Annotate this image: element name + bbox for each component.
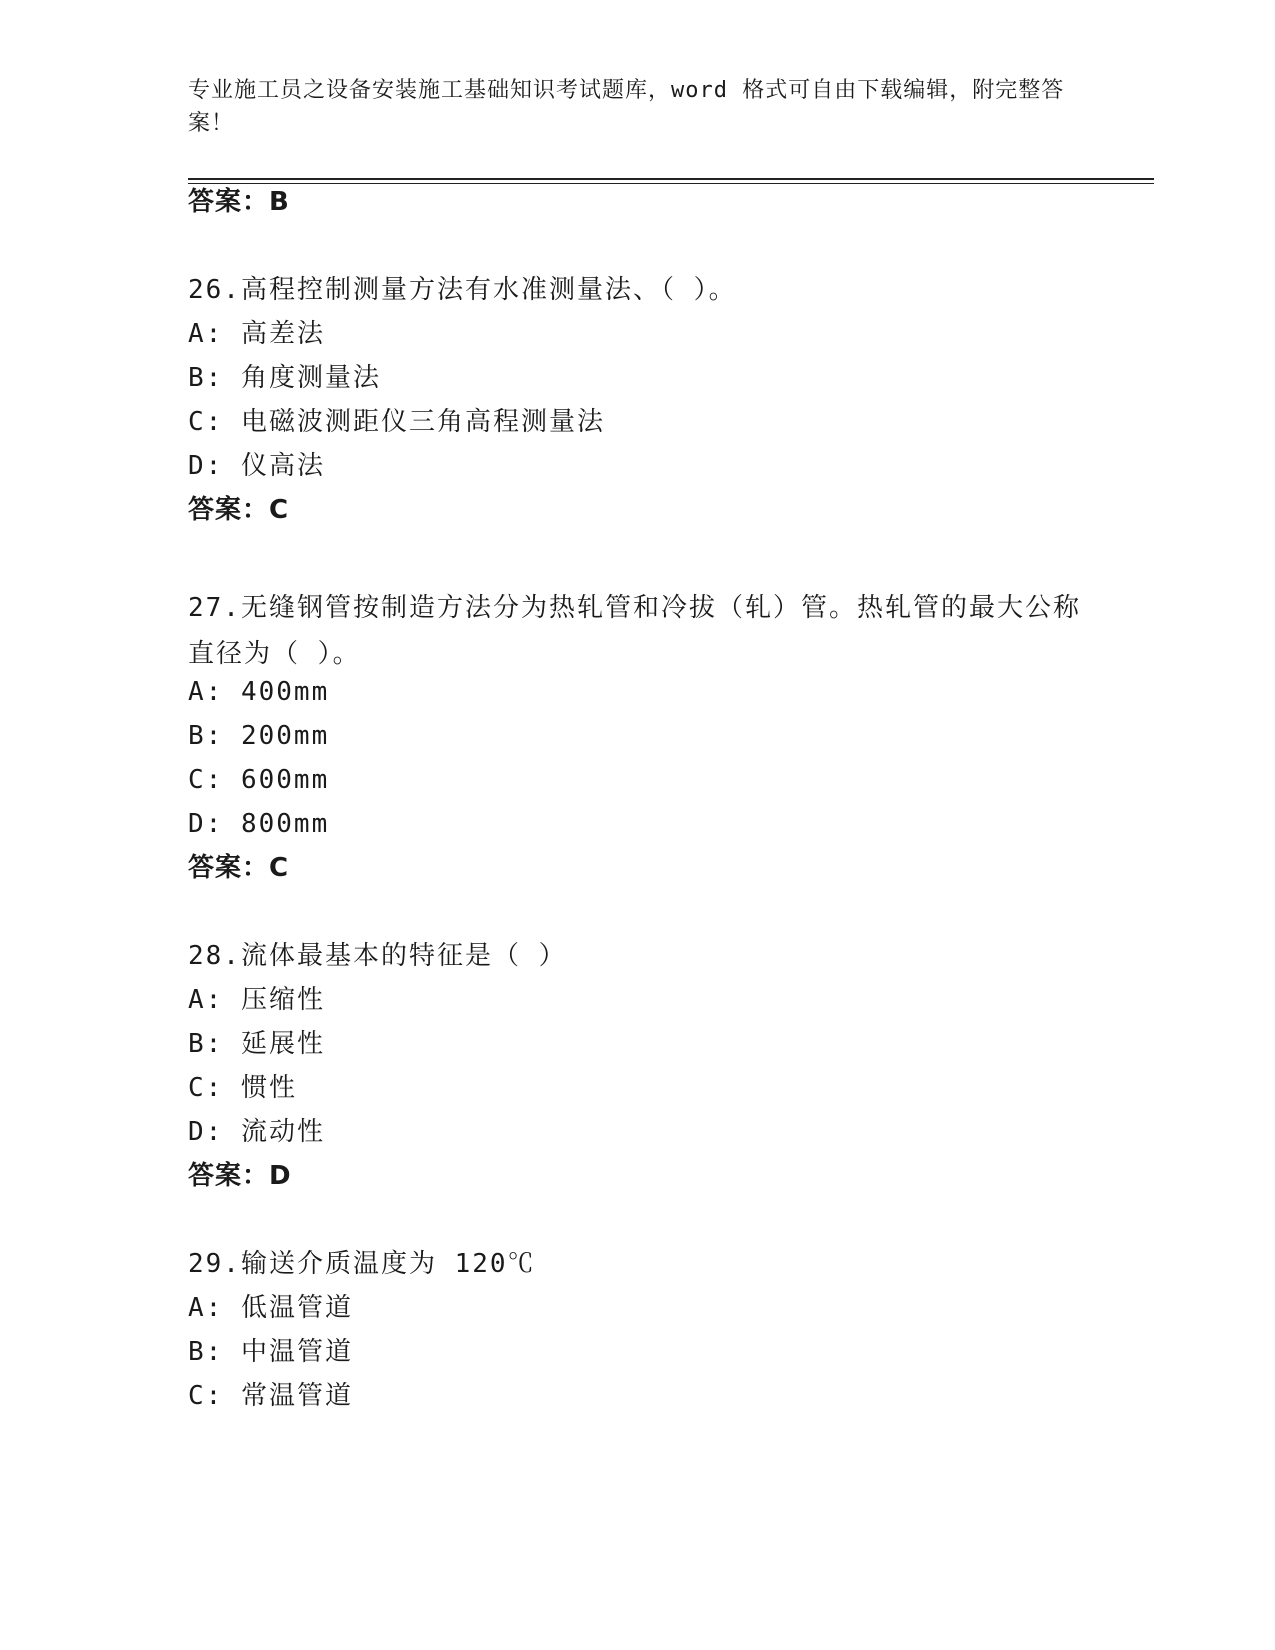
- question-26: 26.高程控制测量方法有水准测量法、（ ）。: [188, 275, 737, 305]
- answer-26: 答案：C: [188, 495, 290, 525]
- q27-option-d: D: 800mm: [188, 809, 330, 839]
- question-28: 28.流体最基本的特征是（ ）: [188, 941, 567, 971]
- q29-option-a: A: 低温管道: [188, 1293, 353, 1323]
- q27-option-a: A: 400mm: [188, 677, 330, 707]
- document-header: 专业施工员之设备安装施工基础知识考试题库，word 格式可自由下载编辑，附完整答案！: [188, 78, 1065, 136]
- q27-option-c: C: 600mm: [188, 765, 330, 795]
- q26-option-d: D: 仪高法: [188, 451, 325, 481]
- question-29: 29.输送介质温度为 120℃: [188, 1249, 536, 1279]
- q29-option-b: B: 中温管道: [188, 1337, 353, 1367]
- q26-option-a: A: 高差法: [188, 319, 325, 349]
- q28-option-b: B: 延展性: [188, 1029, 325, 1059]
- header-divider: [188, 178, 1154, 184]
- answer-28: 答案：D: [188, 1161, 292, 1191]
- q28-option-a: A: 压缩性: [188, 985, 325, 1015]
- q29-option-c: C: 常温管道: [188, 1381, 353, 1411]
- answer-27: 答案：C: [188, 853, 290, 883]
- answer-25: 答案：B: [188, 187, 290, 217]
- q28-option-c: C: 惯性: [188, 1073, 297, 1103]
- question-27: 27.无缝钢管按制造方法分为热轧管和冷拔（轧）管。热轧管的最大公称直径为（ ）。: [188, 593, 1081, 669]
- q27-option-b: B: 200mm: [188, 721, 330, 751]
- q26-option-b: B: 角度测量法: [188, 363, 381, 393]
- q28-option-d: D: 流动性: [188, 1117, 325, 1147]
- q26-option-c: C: 电磁波测距仪三角高程测量法: [188, 407, 605, 437]
